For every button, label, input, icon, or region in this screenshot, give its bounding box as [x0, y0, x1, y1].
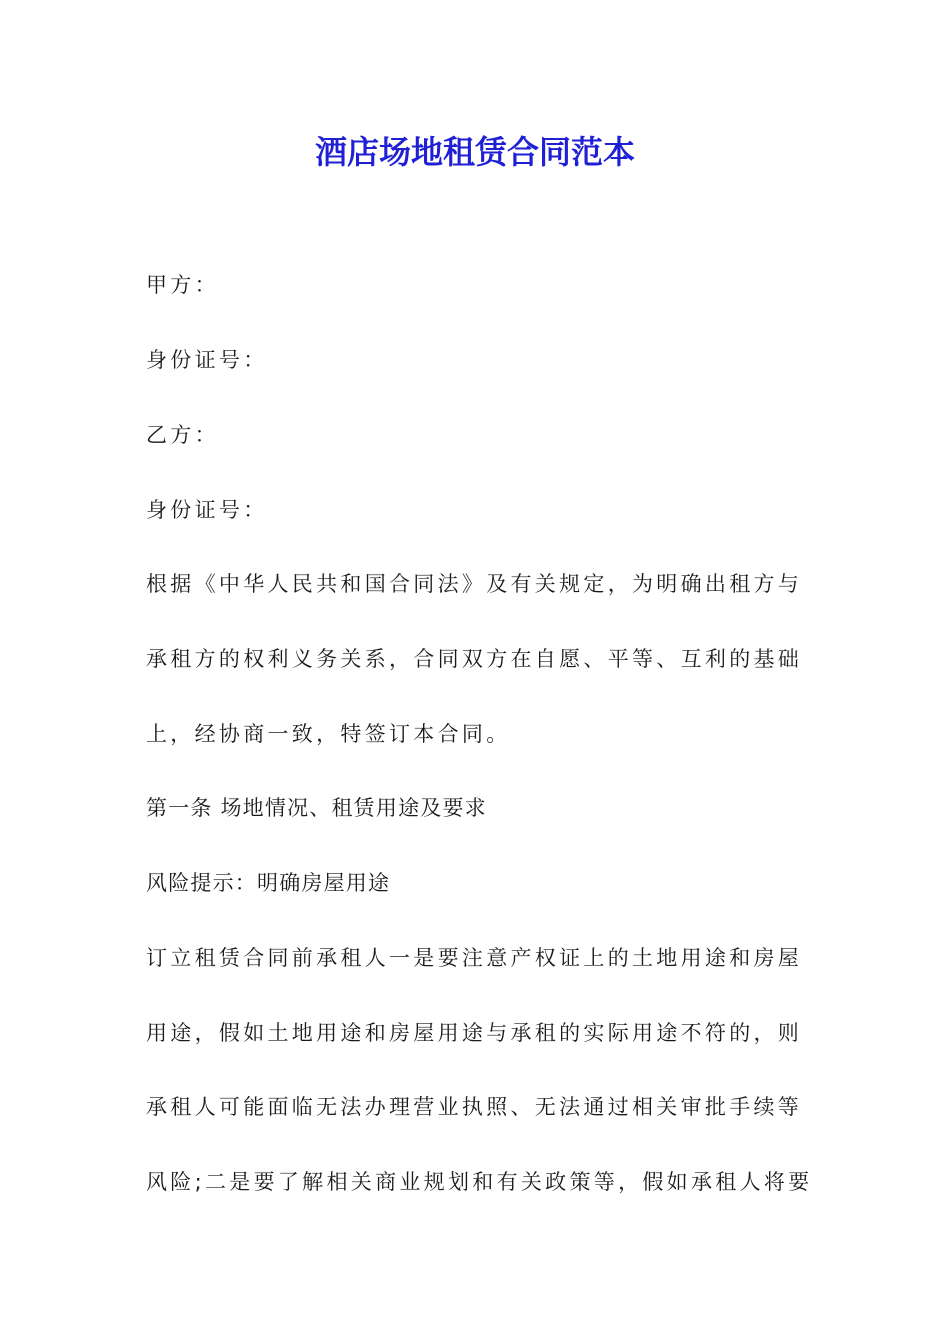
body-line-3: 承租人可能面临无法办理营业执照、无法通过相关审批手续等: [146, 1095, 803, 1119]
party-b-id-label: 身份证号：: [146, 498, 268, 522]
party-b-label: 乙方：: [146, 423, 219, 447]
article-1-heading: 第一条 场地情况、租赁用途及要求: [146, 796, 487, 820]
body-line-4: 风险;二是要了解相关商业规划和有关政策等，假如承租人将要: [146, 1170, 813, 1194]
preamble-line-2: 承租方的权利义务关系，合同双方在自愿、平等、互利的基础: [146, 647, 803, 671]
preamble-line-1: 根据《中华人民共和国合同法》及有关规定，为明确出租方与: [146, 572, 803, 596]
preamble-line-3: 上，经协商一致，特签订本合同。: [146, 722, 511, 746]
party-a-label: 甲方：: [146, 273, 219, 297]
party-a-id-label: 身份证号：: [146, 348, 268, 372]
body-line-1: 订立租赁合同前承租人一是要注意产权证上的土地用途和房屋: [146, 946, 803, 970]
body-line-2: 用途，假如土地用途和房屋用途与承租的实际用途不符的，则: [146, 1021, 803, 1045]
risk-note-heading: 风险提示：明确房屋用途: [146, 871, 391, 895]
document-title: 酒店场地租赁合同范本: [314, 133, 635, 171]
